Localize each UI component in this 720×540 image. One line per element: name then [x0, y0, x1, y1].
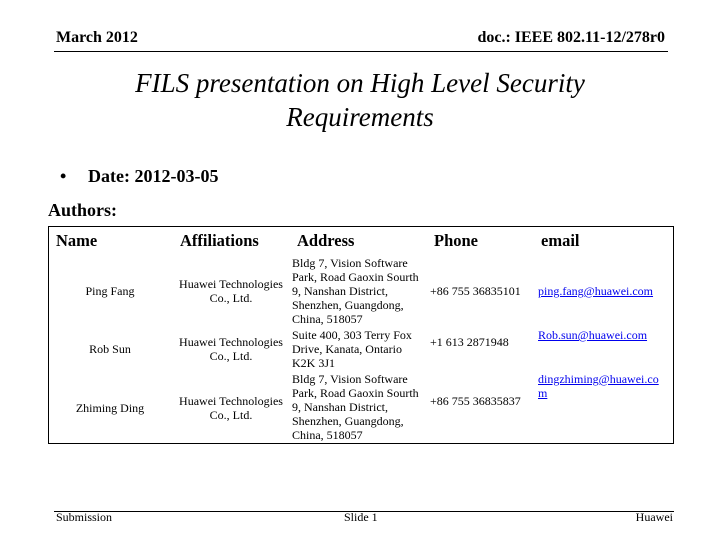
header-doc-id: doc.: IEEE 802.11-12/278r0	[477, 29, 665, 46]
table-cell-email	[538, 328, 670, 342]
table-cell-address	[292, 372, 432, 442]
table-cell-address	[292, 328, 432, 370]
table-cell-name: Rob Sun	[89, 342, 131, 356]
affiliation-line: Huawei Technologies	[179, 335, 283, 349]
column-header-email: email	[541, 231, 580, 250]
date-bullet-item	[60, 166, 218, 187]
column-header-phone: Phone	[434, 231, 479, 250]
bullet-glyph: •	[60, 166, 67, 186]
column-header-address: Address	[297, 231, 355, 250]
slide-title: FILS presentation on High Level Security Requirements	[135, 68, 585, 132]
authors-table	[48, 226, 674, 444]
footer-company: Huawei	[635, 510, 673, 524]
table-cell-name: Ping Fang	[85, 284, 135, 298]
table-cell-address	[292, 256, 432, 326]
header-divider	[54, 51, 668, 52]
footer-submission: Submission	[56, 510, 113, 524]
address-line: Drive, Kanata, Ontario	[292, 342, 402, 356]
address-line: Bldg 7, Vision Software	[292, 256, 408, 270]
table-cell-affiliation	[175, 394, 287, 422]
affiliation-line: Co., Ltd.	[209, 408, 253, 422]
column-header-name: Name	[56, 231, 98, 250]
address-line: Park, Road Gaoxin Sourth	[292, 270, 419, 284]
table-cell-email	[538, 284, 670, 298]
address-line: Bldg 7, Vision Software	[292, 372, 408, 386]
address-line: China, 518057	[292, 312, 363, 326]
table-cell-name: Zhiming Ding	[75, 401, 145, 415]
address-line: Shenzhen, Guangdong,	[292, 298, 404, 312]
affiliation-line: Huawei Technologies	[179, 394, 283, 408]
address-line: 9, Nanshan District,	[292, 284, 388, 298]
table-cell-affiliation	[175, 335, 287, 363]
date-text: Date: 2012-03-05	[88, 166, 219, 186]
footer-slide-number: Slide 1	[344, 510, 378, 524]
address-line: Park, Road Gaoxin Sourth	[292, 386, 419, 400]
affiliation-line: Huawei Technologies	[179, 277, 283, 291]
affiliation-line: Co., Ltd.	[209, 349, 253, 363]
address-line: China, 518057	[292, 428, 363, 442]
email-link[interactable]: dingzhiming@huawei.co	[538, 372, 659, 386]
affiliation-line: Co., Ltd.	[209, 291, 253, 305]
table-cell-phone: +86 755 36835837	[430, 394, 521, 408]
address-line: Shenzhen, Guangdong,	[292, 414, 404, 428]
authors-label: Authors:	[48, 200, 118, 220]
column-header-affiliations: Affiliations	[180, 231, 259, 250]
email-link[interactable]: m	[538, 386, 548, 400]
table-cell-email	[538, 372, 670, 400]
address-line: Suite 400, 303 Terry Fox	[292, 328, 412, 342]
email-link[interactable]: ping.fang@huawei.com	[538, 284, 654, 298]
email-link[interactable]: Rob.sun@huawei.com	[538, 328, 648, 342]
table-cell-phone: +86 755 36835101	[430, 284, 521, 298]
header-date: March 2012	[56, 29, 138, 46]
address-line: K2K 3J1	[292, 356, 336, 370]
table-cell-affiliation	[175, 277, 287, 305]
table-cell-phone: +1 613 2871948	[430, 335, 509, 349]
address-line: 9, Nanshan District,	[292, 400, 388, 414]
